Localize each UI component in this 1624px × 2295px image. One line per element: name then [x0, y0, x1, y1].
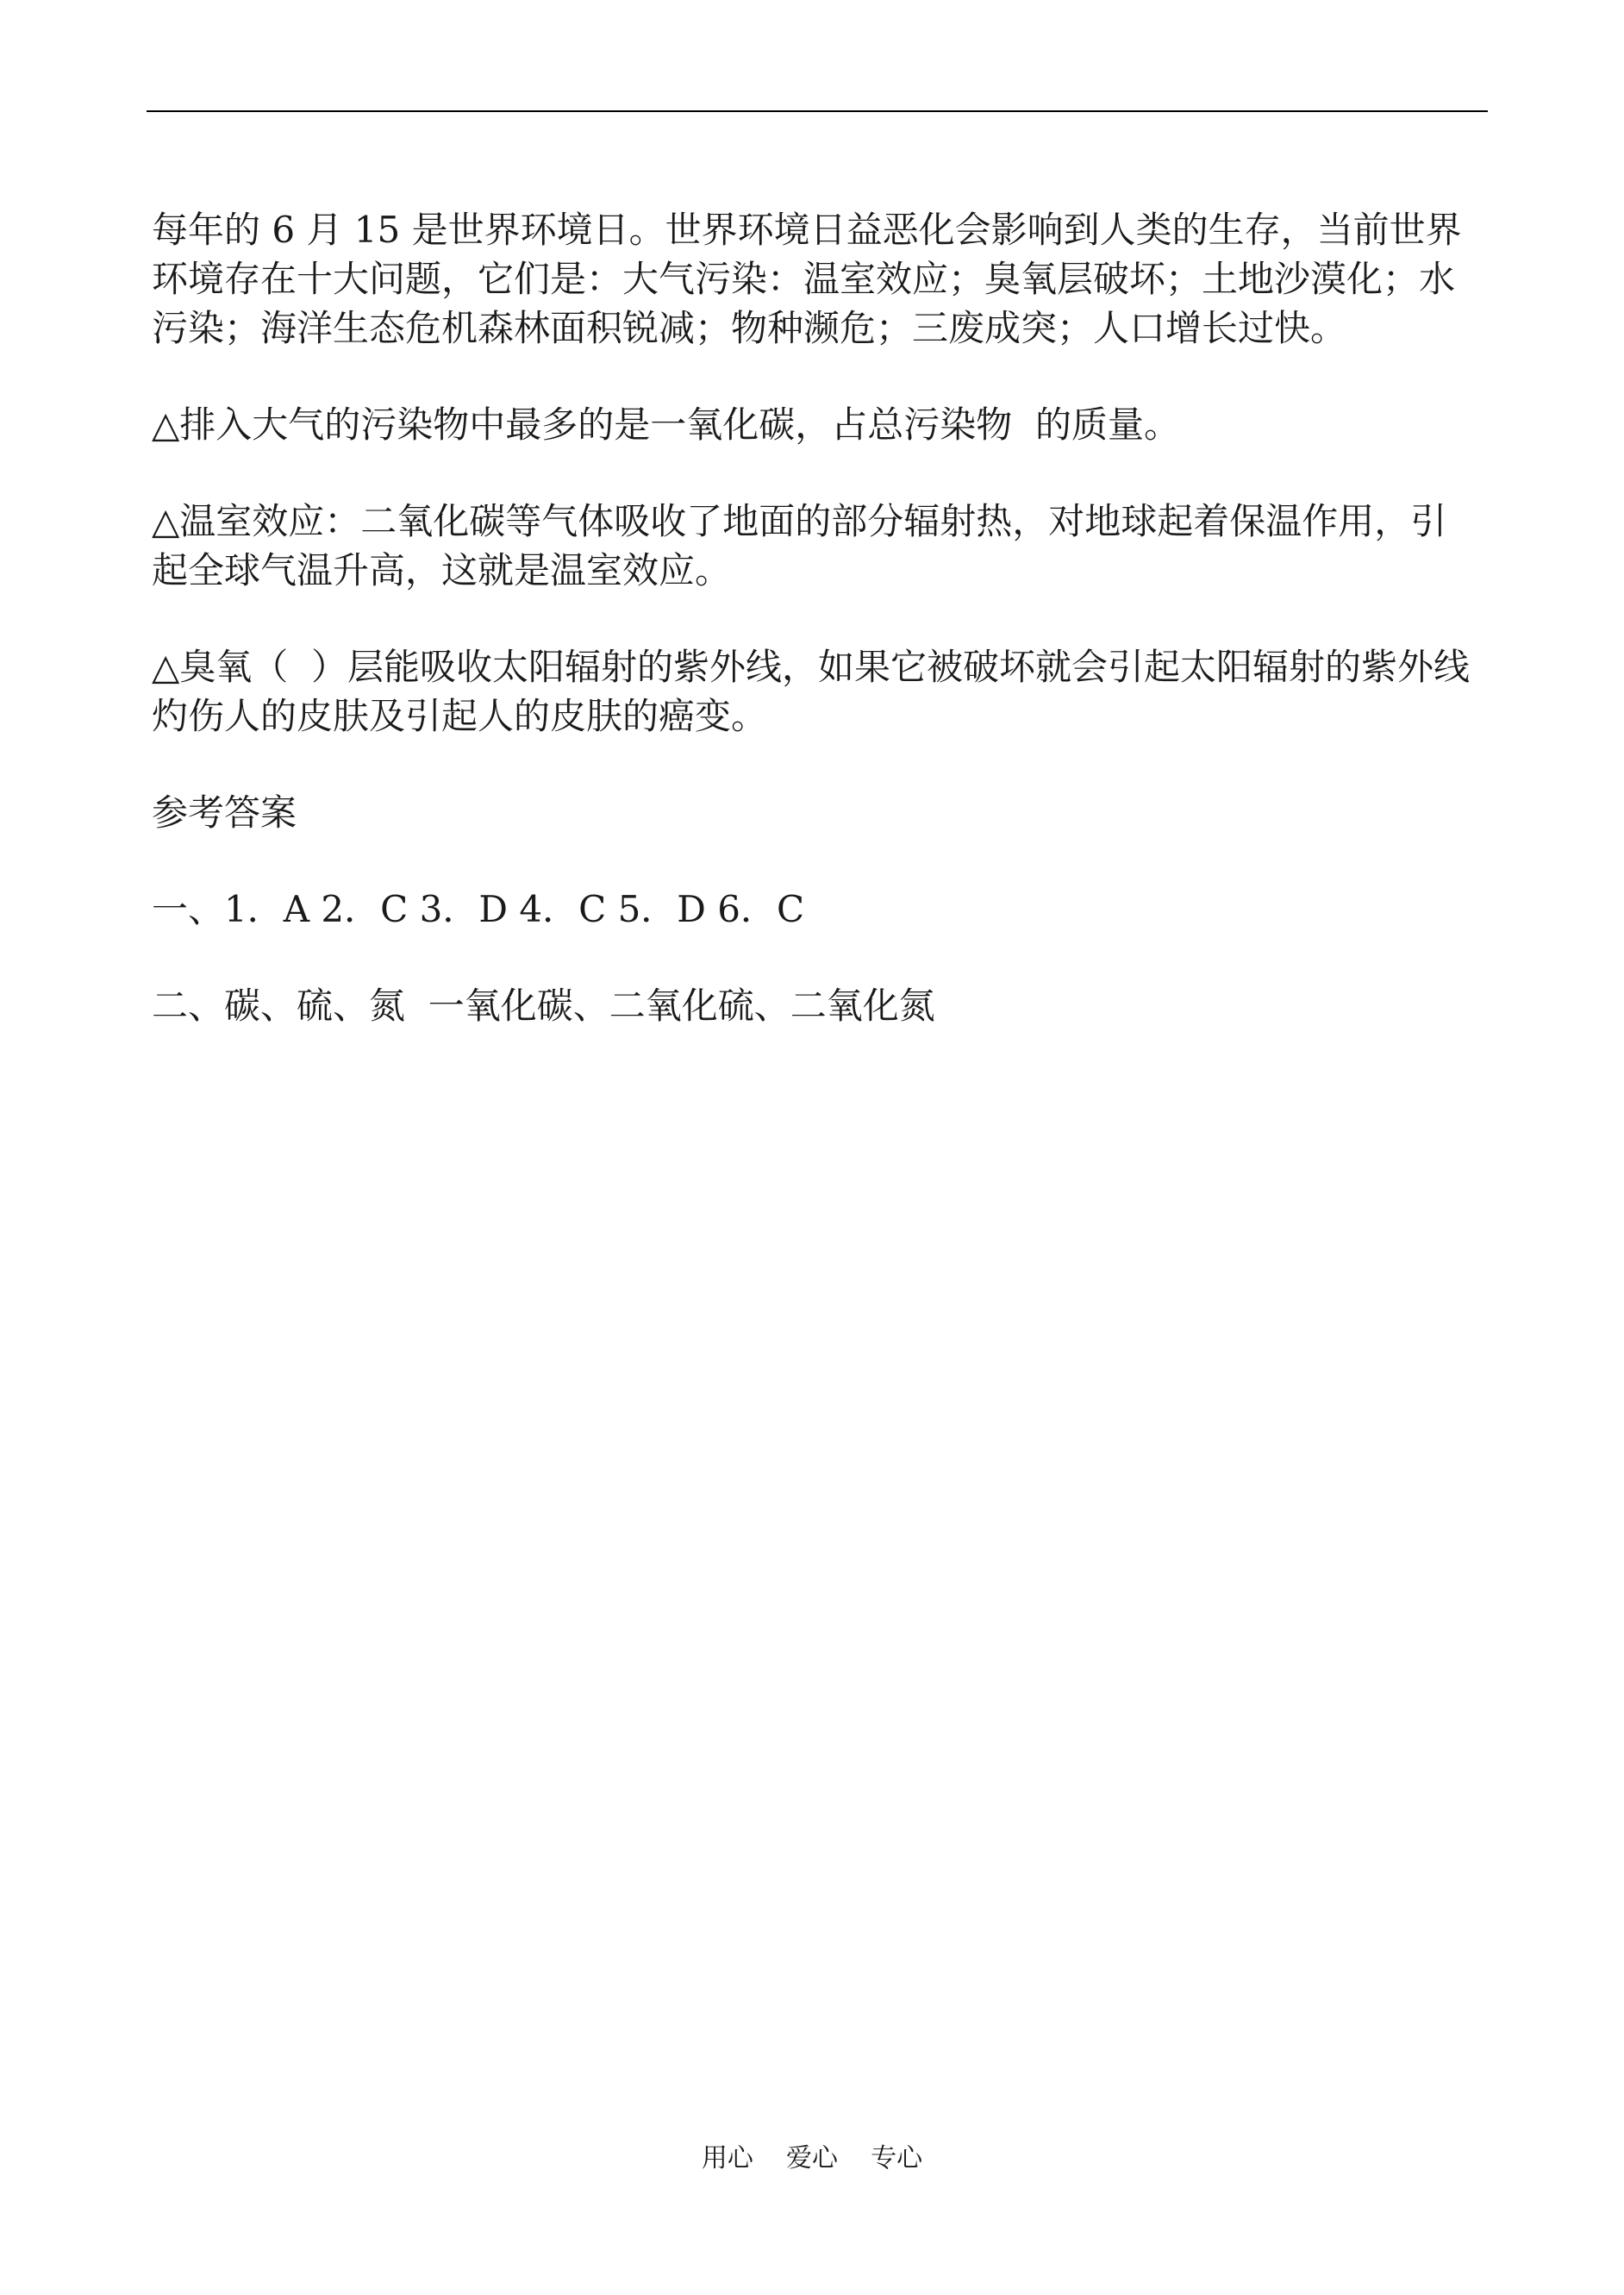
answers-heading: 参考答案: [152, 791, 297, 834]
paragraph-ozone-layer: △臭氧（ ）层能吸收太阳辐射的紫外线，如果它被破坏就会引起太阳辐射的紫外线灼伤人的皮肤及引起人的皮肤的癌变。: [152, 646, 1471, 737]
header-rule: [147, 110, 1488, 112]
paragraph-environment-day: 每年的 6 月 15 是世界环境日。世界环境日益恶化会影响到人类的生存，当前世界环境存在十大问题，它们是：大气污染：温室效应；臭氧层破坏；土地沙漠化；水污染；海洋生态危机森林面积锐减；物种濒危；三废成突；人口增长过快。: [152, 209, 1462, 349]
document-body: [152, 205, 1479, 1078]
paragraph-greenhouse-effect: △温室效应：二氧化碳等气体吸收了地面的部分辐射热，对地球起着保温作用，引起全球气温升高，这就是温室效应。: [152, 500, 1447, 591]
page-footer: 用心 爱心 专心: [701, 2143, 923, 2173]
answers-part-one: 一、1．A 2．C 3．D 4．C 5．D 6．C: [152, 888, 805, 930]
answers-part-two: 二、碳、硫、氮 一氧化碳、二氧化硫、二氧化氮: [152, 985, 935, 1027]
paragraph-pollutant: △排入大气的污染物中最多的是一氧化碳，占总污染物 的质量。: [152, 403, 1181, 446]
